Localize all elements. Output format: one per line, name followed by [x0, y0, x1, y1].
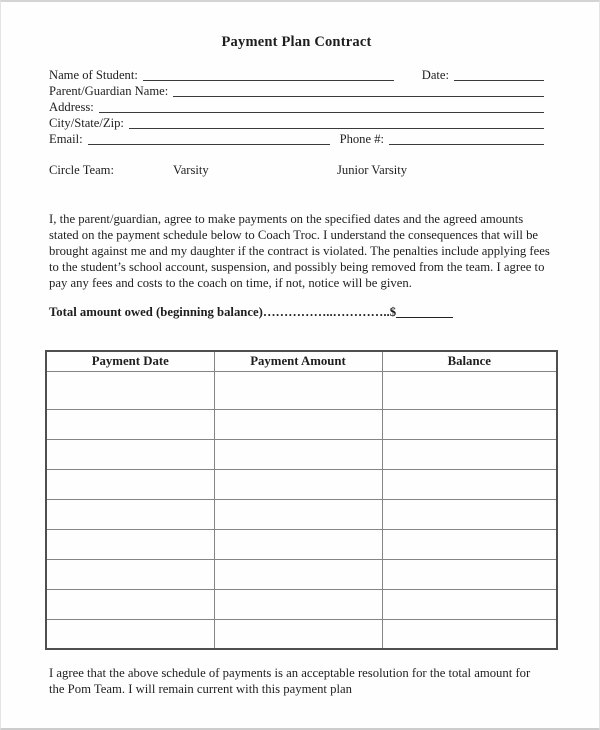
table-row — [46, 439, 557, 469]
team-option-varsity[interactable]: Varsity — [173, 163, 209, 177]
parent-guardian-label: Parent/Guardian Name: — [49, 84, 169, 98]
table-header-row — [46, 351, 557, 372]
col-header-payment-amount: Payment Amount — [214, 351, 382, 372]
payment-amount-cell[interactable] — [214, 439, 382, 469]
payment-date-cell[interactable] — [46, 499, 214, 529]
payment-amount-cell[interactable] — [214, 529, 382, 559]
payment-date-cell[interactable] — [46, 529, 214, 559]
field-row-parent-guardian — [49, 83, 544, 99]
table-row — [46, 559, 557, 589]
parent-guardian-field[interactable] — [173, 92, 544, 97]
table-row — [46, 469, 557, 499]
payment-amount-cell[interactable] — [214, 499, 382, 529]
payment-amount-cell[interactable] — [214, 559, 382, 589]
team-selection-row — [49, 163, 544, 179]
circle-team-label: Circle Team: — [49, 163, 114, 177]
balance-cell[interactable] — [382, 409, 557, 439]
table-row — [46, 409, 557, 439]
date-label: Date: — [421, 68, 449, 82]
payment-amount-cell[interactable] — [214, 409, 382, 439]
balance-cell[interactable] — [382, 529, 557, 559]
balance-cell[interactable] — [382, 371, 557, 409]
student-name-field[interactable] — [143, 76, 394, 81]
col-header-payment-date: Payment Date — [46, 351, 214, 372]
student-name-label: Name of Student: — [49, 68, 138, 82]
col-header-balance: Balance — [382, 351, 557, 372]
payment-schedule-table — [45, 350, 558, 651]
balance-cell[interactable] — [382, 469, 557, 499]
table-row — [46, 529, 557, 559]
payment-date-cell[interactable] — [46, 409, 214, 439]
payment-date-cell[interactable] — [46, 469, 214, 499]
total-owed-field[interactable] — [396, 313, 453, 318]
payment-date-cell[interactable] — [46, 371, 214, 409]
closing-paragraph: I agree that the above schedule of payments is an acceptable resolution for the total amount for the Pom Team. I will remain current with this payment plan — [49, 666, 531, 696]
payment-date-cell[interactable] — [46, 559, 214, 589]
city-state-zip-label: City/State/Zip: — [49, 116, 124, 130]
page-title: Payment Plan Contract — [221, 34, 372, 50]
total-owed-label: Total amount owed (beginning balance)……………..…………..$ — [49, 304, 397, 319]
payment-date-cell[interactable] — [46, 439, 214, 469]
total-owed-row — [49, 303, 544, 320]
balance-cell[interactable] — [382, 559, 557, 589]
table-row — [46, 589, 557, 619]
payment-amount-cell[interactable] — [214, 589, 382, 619]
table-row — [46, 499, 557, 529]
balance-cell[interactable] — [382, 619, 557, 649]
field-row-address — [49, 99, 544, 115]
team-option-junior-varsity[interactable]: Junior Varsity — [337, 163, 408, 177]
payment-amount-cell[interactable] — [214, 469, 382, 499]
address-label: Address: — [49, 100, 94, 114]
date-field[interactable] — [454, 76, 544, 81]
phone-label: Phone #: — [339, 132, 384, 146]
field-row-city-state-zip — [49, 115, 544, 131]
balance-cell[interactable] — [382, 589, 557, 619]
table-row — [46, 619, 557, 649]
table-row — [46, 371, 557, 409]
phone-field[interactable] — [389, 140, 544, 145]
balance-cell[interactable] — [382, 439, 557, 469]
email-field[interactable] — [88, 140, 330, 145]
balance-cell[interactable] — [382, 499, 557, 529]
payment-amount-cell[interactable] — [214, 619, 382, 649]
agreement-paragraph: I, the parent/guardian, agree to make payments on the specified dates and the agreed amounts stated on the payment schedule below to Coach Troc. I understand the consequences that will be brought against me and my daughter if the contract is violated. The penalties include applying fees to the student’s school account, suspension, and possibly being removed from the team. I agree to pay any fees and costs to the coach on time, if not, notice will be given. — [49, 212, 550, 290]
field-row-email-phone — [49, 131, 544, 147]
field-row-student-date — [49, 67, 544, 83]
payment-date-cell[interactable] — [46, 589, 214, 619]
email-label: Email: — [49, 132, 83, 146]
city-state-zip-field[interactable] — [129, 124, 544, 129]
payment-date-cell[interactable] — [46, 619, 214, 649]
address-field[interactable] — [99, 108, 544, 113]
payment-amount-cell[interactable] — [214, 371, 382, 409]
